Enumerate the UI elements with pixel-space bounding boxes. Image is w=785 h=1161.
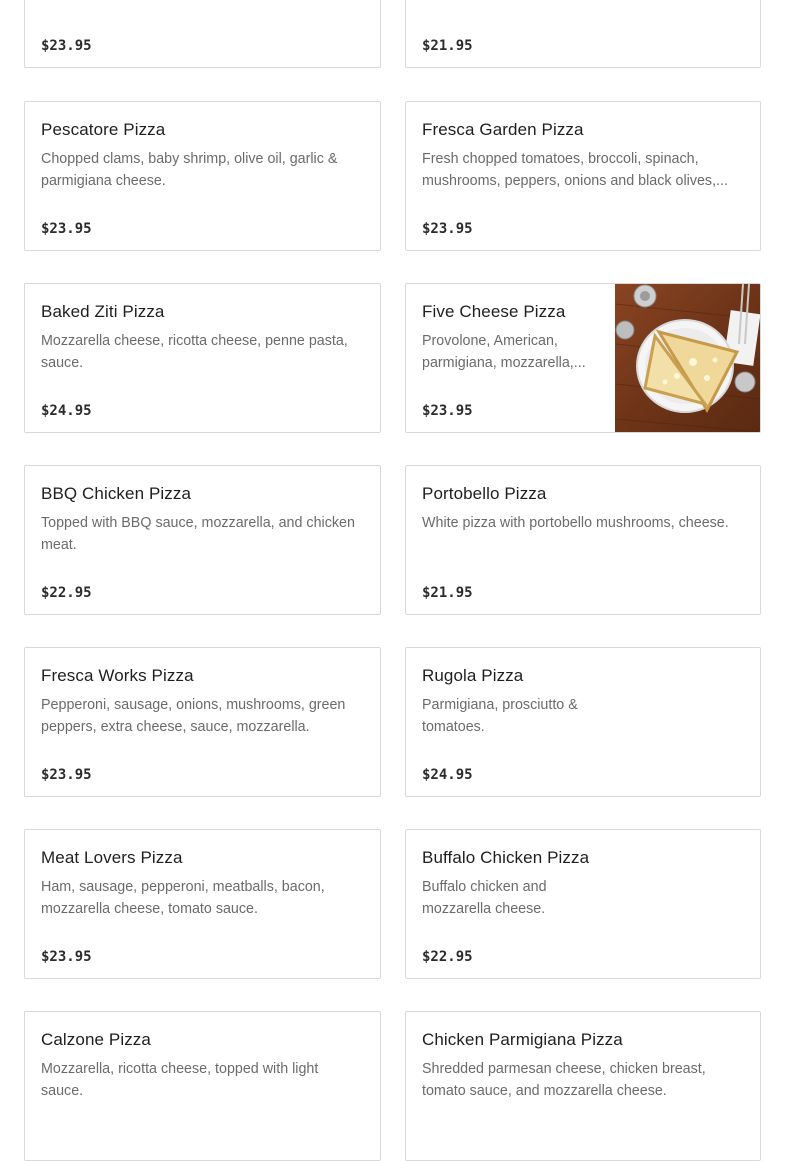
item-price: $21.95 [422,38,473,54]
menu-item-card[interactable] [405,465,761,615]
pizza-slice-photo [615,284,760,432]
item-description: Mozzarella cheese, ricotta cheese, penne pasta, sauce. [41,333,348,371]
item-name: Fresca Garden Pizza [422,120,584,139]
item-description: Chopped clams, baby shrimp, olive oil, garlic & parmigiana cheese. [41,151,338,189]
item-price: $23.95 [422,403,473,419]
item-name: Fresca Works Pizza [41,666,194,685]
item-name: Baked Ziti Pizza [41,302,165,321]
menu-item-card[interactable] [24,0,381,68]
item-name: Meat Lovers Pizza [41,848,183,867]
item-price: $24.95 [41,403,92,419]
item-name: Five Cheese Pizza [422,302,566,321]
menu-item-card[interactable] [24,1011,381,1161]
item-description: Topped with BBQ sauce, mozzarella, and chicken meat. [41,515,355,553]
item-description: White pizza with portobello mushrooms, cheese. [422,515,729,531]
item-price: $23.95 [41,767,92,783]
item-name: Portobello Pizza [422,484,547,503]
item-description: Fresh chopped tomatoes, broccoli, spinach, mushrooms, peppers, onions and black olives,... [422,151,728,189]
item-price: $23.95 [41,38,92,54]
item-price: $24.95 [422,767,473,783]
item-description: Provolone, American, parmigiana, mozzarella,... [422,333,586,371]
item-price: $23.95 [41,221,92,237]
menu-item-card[interactable] [405,829,761,979]
item-price: $21.95 [422,585,473,601]
item-name: Calzone Pizza [41,1030,151,1049]
item-name: BBQ Chicken Pizza [41,484,192,503]
menu-item-card[interactable] [24,465,381,615]
menu-item-card[interactable] [24,829,381,979]
menu-item-card[interactable] [405,0,761,68]
item-name: Chicken Parmigiana Pizza [422,1030,623,1049]
item-price: $22.95 [41,585,92,601]
item-description: Pepperoni, sausage, onions, mushrooms, green peppers, extra cheese, sauce, mozzarella. [41,697,346,735]
item-price: $22.95 [422,949,473,965]
item-description: Shredded parmesan cheese, chicken breast, tomato sauce, and mozzarella cheese. [422,1061,706,1099]
item-name: Pescatore Pizza [41,120,166,139]
menu-item-card[interactable] [405,1011,761,1161]
menu-item-card[interactable] [405,101,761,251]
menu-item-card[interactable] [405,647,761,797]
menu-item-card[interactable] [405,283,761,433]
pizza-photo-graphic [615,284,760,432]
item-name: Buffalo Chicken Pizza [422,848,590,867]
menu-item-card[interactable] [24,101,381,251]
item-name: Rugola Pizza [422,666,524,685]
item-description: Mozzarella, ricotta cheese, topped with light sauce. [41,1061,319,1099]
item-description: Parmigiana, prosciutto & tomatoes. [422,697,578,735]
item-price: $23.95 [41,949,92,965]
item-description: Buffalo chicken and mozzarella cheese. [422,879,547,917]
item-description: Ham, sausage, pepperoni, meatballs, bacon, mozzarella cheese, tomato sauce. [41,879,325,917]
item-price: $23.95 [422,221,473,237]
menu-item-card[interactable] [24,647,381,797]
menu-item-card[interactable] [24,283,381,433]
